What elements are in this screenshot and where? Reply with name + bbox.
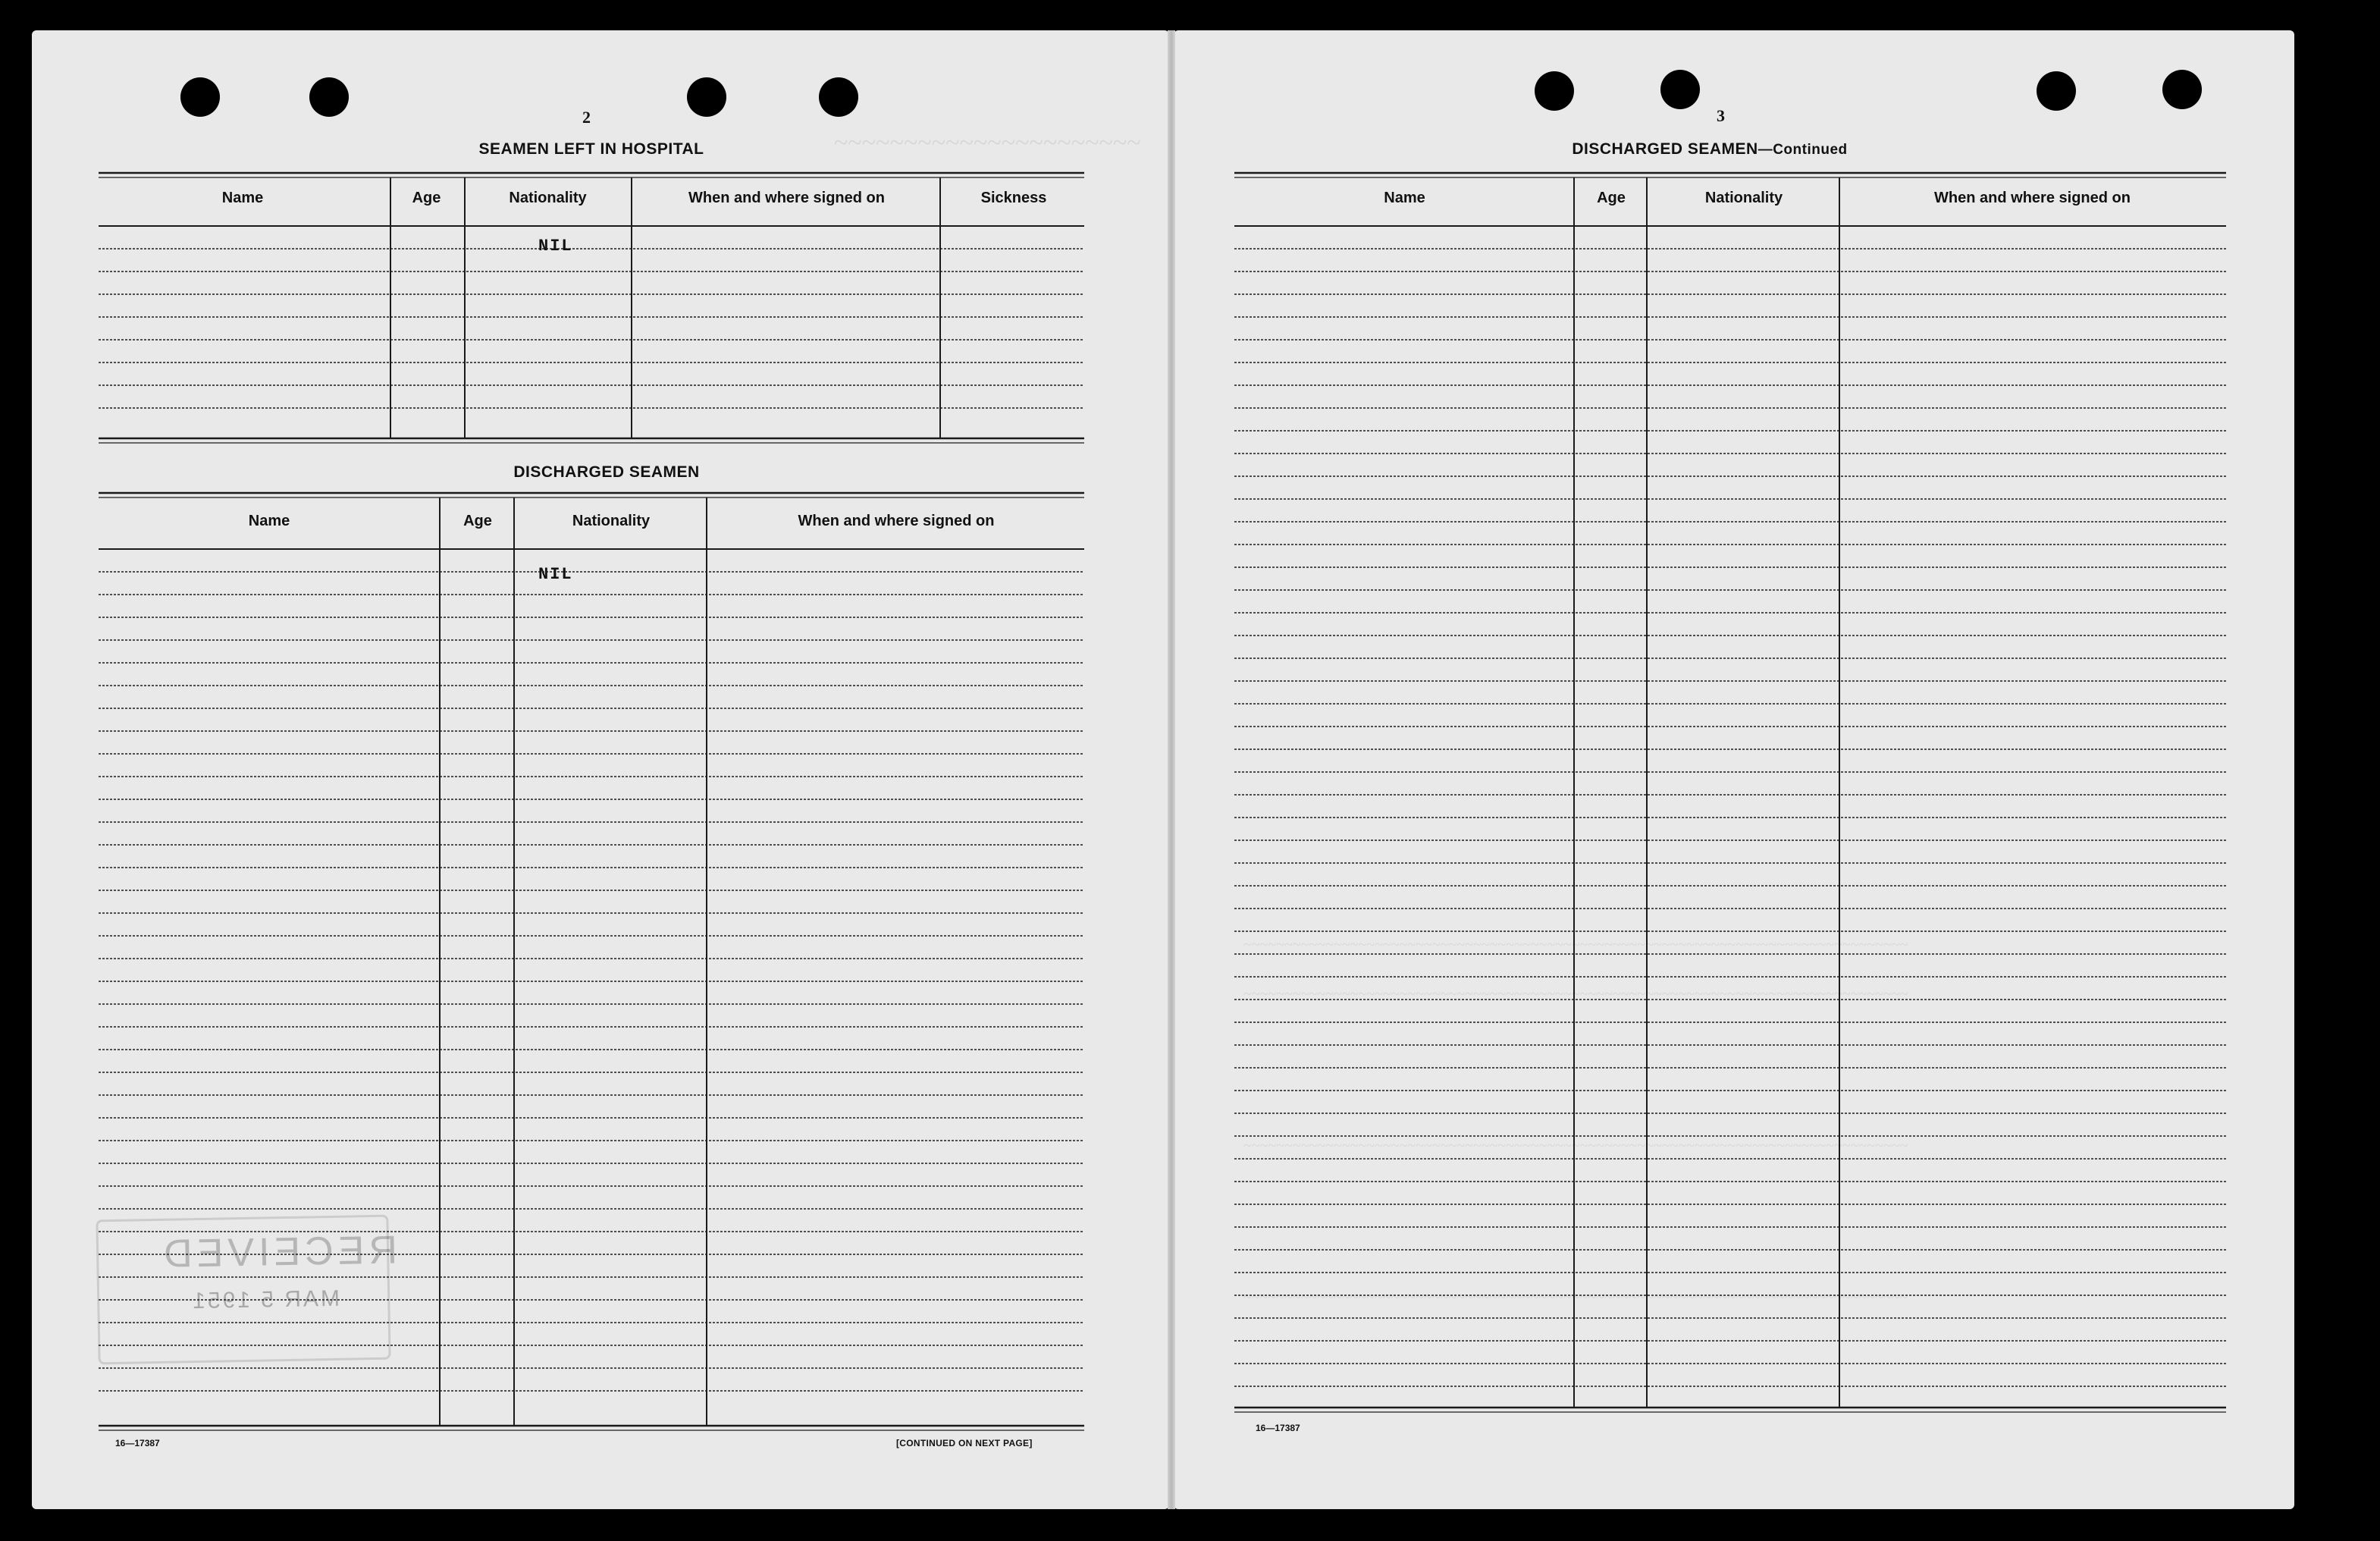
discharged-section-title: DISCHARGED SEAMEN [513,463,700,481]
right-col-signed-on: When and where signed on [1934,190,2131,206]
bleed-through: ~~~~~~~~~~~~~~~~~~~~~~ [834,129,1141,157]
stamp-date: MAR 5 1951 [190,1285,340,1314]
discharged-col-age: Age [463,513,492,529]
right-title-main: DISCHARGED SEAMEN [1572,140,1758,158]
bleed-through: ~~~~~~~~~~~~~~~~~~~~~~~~~~~~~~~~~~~~~~~~~~~~~~~~~~~~~~~~~~~~~~~~~~~~~~~~~~~~~~~~~ [1243,1289,1908,1306]
right-col-age: Age [1597,190,1626,206]
bleed-through: ~~~~~~~~~~~~~~~~~~~~~~~~~~~~~~~~~~~~~~~~~~~~~~~~~~~~~~~~~~~~~~~~~~~~~~~~~~~~~~~~~ [1243,1138,1908,1154]
hospital-section-title: SEAMEN LEFT IN HOSPITAL [478,140,704,158]
right-col-name: Name [1384,190,1425,206]
right-page-number: 3 [1717,106,1725,125]
continued-note: [CONTINUED ON NEXT PAGE] [896,1438,1033,1448]
hospital-col-signed-on: When and where signed on [688,190,885,206]
bleed-through: ~~~~~~~~~~~~~~~~~~~~~~~~~~~~~~~~~~~~~~~~~~~~~~~~~~~~~~~~~~~~~~~~~~~~~~~~~~~~~~~~~ [1243,937,1908,953]
hospital-col-nationality: Nationality [509,190,587,206]
hospital-col-sickness: Sickness [980,190,1047,206]
right-title-continued: —Continued [1758,142,1848,158]
hospital-col-age: Age [412,190,441,206]
discharged-col-signed-on: When and where signed on [798,513,995,529]
hospital-nil-entry: NIL [538,237,573,256]
discharged-col-nationality: Nationality [572,513,651,529]
right-col-nationality: Nationality [1704,190,1783,206]
bleed-through: ~~~~~~~~~~~~~~~~~~~~~~~~~~~~~~~~~~~~~~~~~~~~~~~~~~~~~~~~~~~~~~~~~~~~~~~~~~~~~~~~~ [1243,986,1908,1003]
left-page-number: 2 [582,108,591,127]
stamp-word: RECEIVED [158,1228,398,1276]
discharged-nil-entry: NIL [538,565,573,584]
hospital-col-name: Name [221,190,264,206]
left-form-number: 16—17387 [115,1438,160,1448]
right-form-number: 16—17387 [1256,1423,1300,1433]
discharged-col-name: Name [248,513,290,529]
